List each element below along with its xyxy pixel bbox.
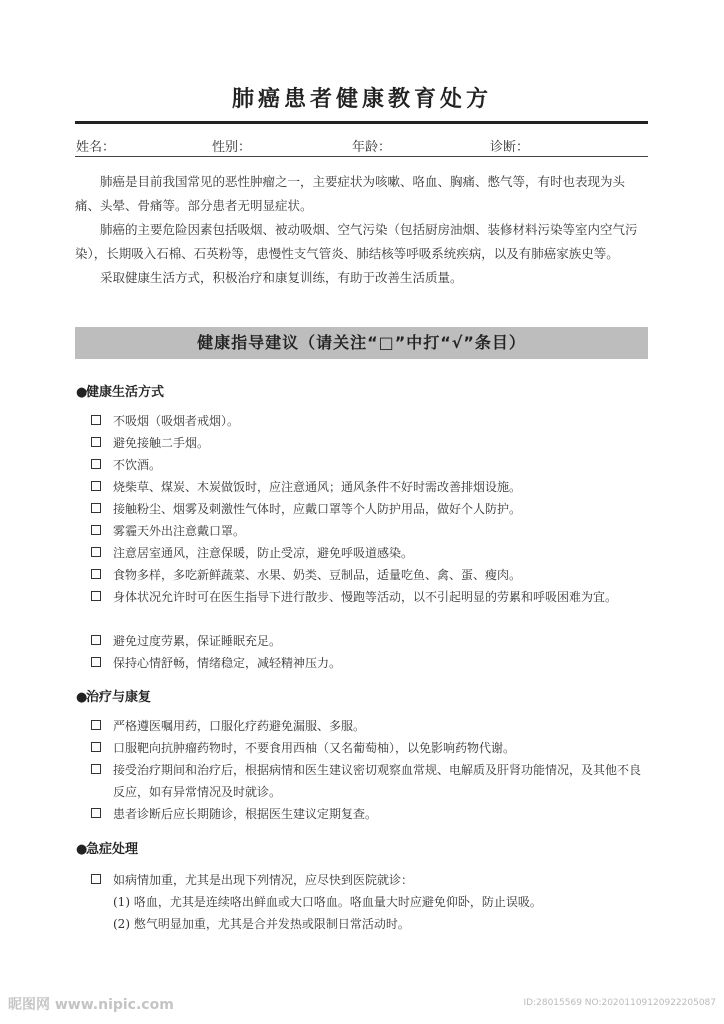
- checklist-item[interactable]: [91, 410, 651, 432]
- checklist-item[interactable]: [91, 586, 651, 608]
- checklist-item-text: 烧柴草、煤炭、木炭做饭时，应注意通风；通风条件不好时需改善排烟设施。: [113, 480, 522, 494]
- checkbox[interactable]: [91, 635, 101, 645]
- intro-text: [75, 170, 647, 290]
- title-divider: [75, 121, 648, 124]
- checklist-item[interactable]: [91, 715, 651, 737]
- checklist-item[interactable]: [91, 869, 651, 891]
- bullet-icon: ●: [76, 385, 88, 400]
- intro-paragraph: 肺癌的主要危险因素包括吸烟、被动吸烟、空气污染（包括厨房油烟、装修材料污染等室内空气污染），长期吸入石棉、石英粉等，患慢性支气管炎、肺结核等呼吸系统疾病，以及有肺癌家族史等。: [75, 222, 638, 261]
- checklist-item-text: 雾霾天外出注意戴口罩。: [113, 524, 246, 538]
- checklist-item-text: 不吸烟（吸烟者戒烟）。: [113, 414, 240, 428]
- checkbox[interactable]: [91, 764, 101, 774]
- checklist-item-text: 避免过度劳累，保证睡眠充足。: [113, 634, 282, 648]
- bullet-icon: ●: [76, 690, 88, 705]
- checklist-item-text: 接受治疗期间和治疗后，根据病情和医生建议密切观察血常规、电解质及肝肾功能情况，及其他不良反应，如有异常情况及时就诊。: [113, 763, 642, 799]
- checklist-item-text: 接触粉尘、烟雾及刺激性气体时，应戴口罩等个人防护用品，做好个人防护。: [113, 502, 522, 516]
- section-heading-treatment: [76, 686, 151, 705]
- checkbox[interactable]: [91, 874, 101, 884]
- checkbox[interactable]: [91, 808, 101, 818]
- page-title: 肺癌患者健康教育处方: [231, 87, 492, 112]
- checklist-item[interactable]: [91, 652, 651, 674]
- section-heading-text: 健康生活方式: [86, 385, 165, 400]
- bullet-icon: ●: [76, 842, 88, 857]
- checkbox[interactable]: [91, 569, 101, 579]
- name-field-label: 姓名：: [76, 140, 116, 155]
- checklist-item-text: 如病情加重，尤其是出现下列情况，应尽快到医院就诊：: [113, 873, 414, 887]
- section-heading-lifestyle: [76, 381, 164, 400]
- checklist-item[interactable]: [91, 564, 651, 586]
- checkbox[interactable]: [91, 503, 101, 513]
- checklist-item-text: 身体状况允许时可在医生指导下进行散步、慢跑等活动，以不引起明显的劳累和呼吸困难为宜。: [113, 590, 618, 604]
- checklist-item[interactable]: [91, 454, 651, 476]
- checklist-item[interactable]: [91, 498, 651, 520]
- gender-field-label: 性别：: [212, 140, 252, 155]
- checklist-item[interactable]: [91, 759, 651, 803]
- checkbox[interactable]: [91, 525, 101, 535]
- checkbox[interactable]: [91, 459, 101, 469]
- checkbox[interactable]: [91, 481, 101, 491]
- section-heading-text: 急症处理: [86, 842, 139, 857]
- checklist-item[interactable]: [91, 630, 651, 652]
- emergency-sub-item: (1) 咯血，尤其是连续咯出鲜血或大口咯血。咯血量大时应避免仰卧，防止误吸。: [113, 895, 542, 909]
- checkbox[interactable]: [91, 415, 101, 425]
- checklist-item[interactable]: [91, 520, 651, 542]
- patient-info-row: [0, 136, 724, 156]
- intro-paragraph: 采取健康生活方式，积极治疗和康复训练，有助于改善生活质量。: [100, 270, 463, 285]
- checkbox[interactable]: [91, 657, 101, 667]
- emergency-sub-item: (2) 憋气明显加重，尤其是合并发热或限制日常活动时。: [113, 917, 410, 931]
- section-heading-emergency: [76, 838, 138, 857]
- intro-paragraph: 肺癌是目前我国常见的恶性肿瘤之一，主要症状为咳嗽、咯血、胸痛、憋气等，有时也表现为头痛、头晕、骨痛等。部分患者无明显症状。: [75, 174, 626, 213]
- checkbox[interactable]: [91, 742, 101, 752]
- checklist-item-text: 避免接触二手烟。: [113, 436, 210, 450]
- diagnosis-field-label: 诊断：: [490, 140, 530, 155]
- checklist-item-text: 注意居室通风，注意保暖，防止受凉，避免呼吸道感染。: [113, 546, 414, 560]
- info-divider: [75, 156, 648, 157]
- checklist-item-text: 食物多样，多吃新鲜蔬菜、水果、奶类、豆制品，适量吃鱼、禽、蛋、瘦肉。: [113, 568, 522, 582]
- checklist-item[interactable]: [91, 476, 651, 498]
- section-heading-text: 治疗与康复: [86, 690, 152, 705]
- age-field-label: 年龄：: [352, 140, 392, 155]
- checkbox[interactable]: [91, 437, 101, 447]
- checklist-item-text: 严格遵医嘱用药，口服化疗药避免漏服、多服。: [113, 719, 366, 733]
- checkbox[interactable]: [91, 547, 101, 557]
- checklist-item-text: 保持心情舒畅，情绪稳定，减轻精神压力。: [113, 656, 342, 670]
- checklist-item[interactable]: [91, 803, 651, 825]
- watermark-id: ID:28015569 NO:20201109120922205087: [523, 998, 716, 1008]
- checklist-item[interactable]: [91, 737, 651, 759]
- guidance-banner: 健康指导建议（请关注“□”中打“√”条目）: [75, 327, 648, 359]
- checklist-item[interactable]: [91, 542, 651, 564]
- checkbox[interactable]: [91, 720, 101, 730]
- checklist-item-text: 口服靶向抗肿瘤药物时，不要食用西柚（又名葡萄柚），以免影响药物代谢。: [113, 741, 516, 755]
- checklist-item-text: 不饮酒。: [113, 458, 162, 472]
- checkbox[interactable]: [91, 591, 101, 601]
- checklist-item[interactable]: [91, 432, 651, 454]
- checklist-item-text: 患者诊断后应长期随诊，根据医生建议定期复查。: [113, 807, 378, 821]
- watermark-logo: 昵图网 www.nipic.com: [8, 997, 174, 1013]
